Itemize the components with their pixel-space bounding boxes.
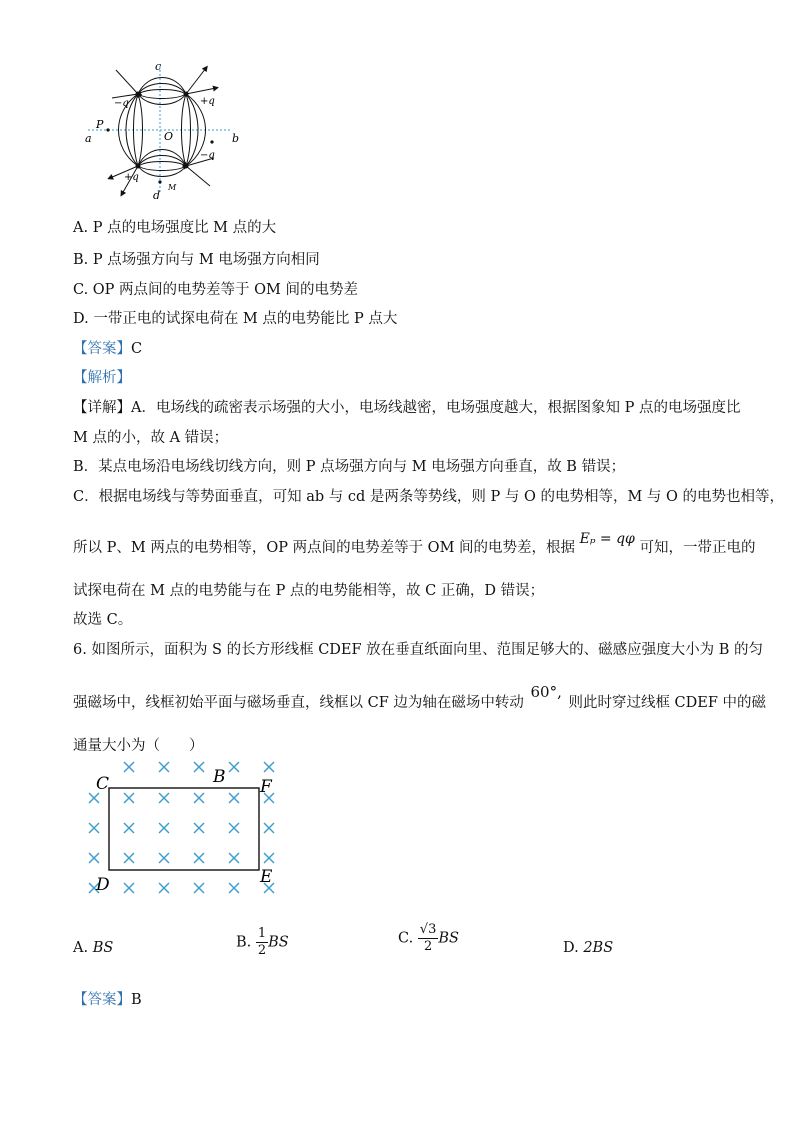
q6-answer xyxy=(73,990,142,1010)
q6-answer-tag: 【答案】 xyxy=(73,992,131,1008)
label-b-field: B xyxy=(213,767,226,787)
q5-option-a xyxy=(73,218,276,238)
magnetic-field-figure xyxy=(80,758,280,898)
label-c-point: C xyxy=(96,774,110,794)
q5-detail-text5b: 可知，一带正电的 xyxy=(639,540,756,556)
q6-option-a-letter: A. xyxy=(73,940,89,956)
field-crosses xyxy=(89,762,274,893)
q5-option-a-letter: A. xyxy=(73,220,89,236)
q6-stem-line2 xyxy=(73,683,767,713)
q5-answer xyxy=(73,339,142,359)
q5-analysis-tag: 【解析】 xyxy=(73,370,131,386)
q5-answer-tag: 【答案】 xyxy=(73,341,131,357)
q6-stem-text2a: 强磁场中，线框初始平面与磁场垂直，线框以 CF 边为轴在磁场中转动 xyxy=(73,695,524,711)
q5-detail-line3: B．某点电场沿电场线切线方向，则 P 点场强方向与 M 电场强方向垂直，故 B 错误； xyxy=(73,459,626,475)
q6-option-b-letter: B. xyxy=(236,934,252,951)
q6-option-c-num: √3 xyxy=(419,922,437,937)
label-neg-q-tl: −q xyxy=(114,98,129,109)
q6-option-c-den: 2 xyxy=(423,939,433,954)
q6-stem-line1: 6. 如图所示，面积为 S 的长方形线框 CDEF 放在垂直纸面向里、范围足够大的、磁感应强度大小为 B 的匀 xyxy=(73,642,764,658)
label-a: a xyxy=(85,132,92,145)
q6-option-c-value: BS xyxy=(438,930,459,947)
q5-conclusion: 故选 C。 xyxy=(73,612,133,628)
q5-option-d-letter: D. xyxy=(73,311,89,327)
q6-option-c xyxy=(398,922,459,955)
q5-detail-line5 xyxy=(73,531,756,558)
q6-stem-text2b: 则此时穿过线框 CDEF 中的磁 xyxy=(568,695,767,711)
label-o: O xyxy=(164,130,174,143)
field-lines-figure xyxy=(82,58,252,204)
q5-analysis-heading xyxy=(73,368,131,388)
q5-option-a-text: P 点的电场强度比 M 点的大 xyxy=(92,220,277,236)
q5-option-c-text: OP 两点间的电势差等于 OM 间的电势差 xyxy=(92,282,359,298)
q5-option-c xyxy=(73,280,358,300)
q6-option-d xyxy=(563,938,613,958)
label-e-point: E xyxy=(260,867,273,887)
label-f-point: F xyxy=(260,777,272,797)
q6-option-b-den: 2 xyxy=(257,943,267,958)
label-m: M xyxy=(168,183,177,192)
q5-detail-text1: A．电场线的疏密表示场强的大小，电场线越密，电场强度越大，根据图象知 P 点的电场强度比 xyxy=(131,400,741,416)
label-pos-q-bl: +q xyxy=(124,172,139,183)
q6-option-b-num: 1 xyxy=(257,926,267,941)
q6-option-c-fraction xyxy=(418,922,439,955)
q6-option-c-letter: C. xyxy=(398,930,414,947)
q5-detail-line6: 试探电荷在 M 点的电势能与在 P 点的电势能相等，故 C 正确，D 错误； xyxy=(73,583,545,599)
q5-detail-line2: M 点的小，故 A 错误； xyxy=(73,430,229,446)
q5-formula-ep: Eₚ = qφ xyxy=(579,531,635,547)
q6-option-a xyxy=(73,938,113,958)
q5-option-d xyxy=(73,309,397,329)
label-d-point: D xyxy=(96,875,110,895)
q6-angle: 60°, xyxy=(530,683,562,701)
q6-option-b-fraction xyxy=(256,926,268,959)
label-d: d xyxy=(153,189,161,202)
q5-option-b-text: P 点场强方向与 M 电场强方向相同 xyxy=(92,252,320,268)
q6-option-b xyxy=(236,926,289,959)
q5-detail-text5a: 所以 P、M 两点的电势相等，OP 两点间的电势差等于 OM 间的电势差，根据 xyxy=(73,540,576,556)
q6-option-a-value: BS xyxy=(92,940,114,956)
label-b: b xyxy=(232,132,240,145)
label-c: c xyxy=(155,60,162,73)
q5-option-c-letter: C. xyxy=(73,282,89,298)
q5-option-b-letter: B. xyxy=(73,252,89,268)
q6-stem-line3: 通量大小为（ ） xyxy=(73,738,204,754)
q5-detail-line4: C．根据电场线与等势面垂直，可知 ab 与 cd 是两条等势线，则 P 与 O 的电势相等，M 与 O 的电势也相等， xyxy=(73,489,784,505)
q6-option-d-letter: D. xyxy=(563,940,579,956)
q5-option-d-text: 一带正电的试探电荷在 M 点的电势能比 P 点大 xyxy=(93,311,398,327)
q5-answer-value: C xyxy=(131,341,143,357)
label-p: P xyxy=(96,118,104,131)
q6-option-b-value: BS xyxy=(268,934,289,951)
q5-detail-line1 xyxy=(73,398,740,418)
q6-answer-value: B xyxy=(131,992,142,1008)
q5-option-b xyxy=(73,250,320,270)
q5-detail-tag: 【详解】 xyxy=(73,400,131,416)
label-pos-q-tr: +q xyxy=(200,96,215,107)
label-neg-q-br: −q xyxy=(200,150,215,161)
q6-option-d-value: 2BS xyxy=(583,940,614,956)
